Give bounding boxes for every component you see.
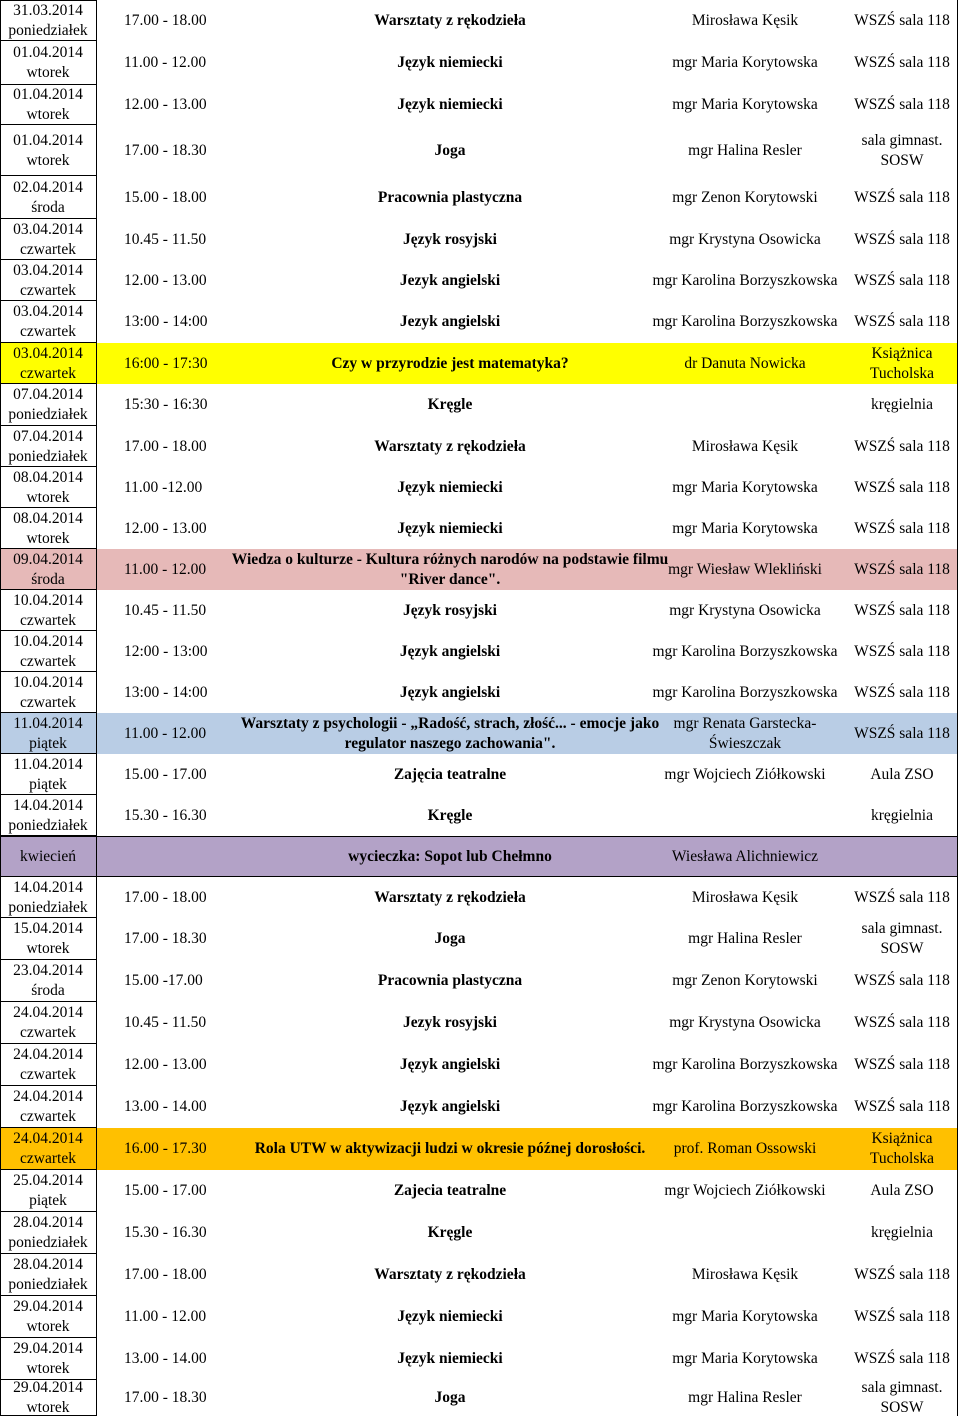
date-text: 11.04.2014 xyxy=(13,755,83,773)
date-cell xyxy=(0,384,96,426)
date-cell xyxy=(0,549,96,590)
table-row xyxy=(0,918,958,960)
weekday-text: poniedziałek xyxy=(8,447,88,465)
time-cell: 17.00 - 18.00 xyxy=(124,11,207,29)
time-cell: 15.00 - 18.00 xyxy=(124,188,207,206)
activity-cell: Język rosyjski xyxy=(402,601,497,619)
place-cell: WSZŚ sala 118 xyxy=(854,478,950,496)
teacher-cell: Mirosława Kęsik xyxy=(691,888,799,906)
activity-cell: Jezyk rosyjski xyxy=(402,1014,497,1031)
date-text: 07.04.2014 xyxy=(13,386,83,403)
date-text: 24.04.2014 xyxy=(13,1046,83,1063)
date-text: 10.04.2014 xyxy=(13,673,83,691)
teacher-cell: dr Danuta Nowicka xyxy=(684,354,806,372)
activity-cell: Język rosyjski xyxy=(402,230,497,248)
activity-cell: Rola UTW w aktywizacji ludzi w okresie późnej dorosłości. xyxy=(254,1140,646,1157)
date-text: 01.04.2014 xyxy=(13,131,83,149)
date-cell xyxy=(0,1002,96,1044)
teacher-cell: mgr Maria Korytowska xyxy=(672,96,818,113)
table-row xyxy=(0,960,958,1002)
place-cell: WSZŚ sala 118 xyxy=(854,437,950,455)
weekday-text: wtorek xyxy=(26,1360,70,1377)
time-cell: 17.00 - 18.00 xyxy=(124,1266,207,1283)
time-cell: 10.45 - 11.50 xyxy=(124,230,207,248)
activity-cell: Język niemiecki xyxy=(397,519,503,537)
place-cell: kręgielnia xyxy=(871,396,933,413)
activity-cell: Pracownia plastyczna xyxy=(377,972,523,989)
time-cell: 17.00 - 18.00 xyxy=(124,437,207,455)
teacher-cell: Wiesława Alichniewicz xyxy=(671,847,819,865)
place-cell: WSZŚ sala 118 xyxy=(854,972,950,989)
date-text: 29.04.2014 xyxy=(13,1340,83,1357)
teacher-cell: Mirosława Kęsik xyxy=(691,1266,799,1283)
activity-cell: Język niemiecki xyxy=(397,1350,503,1367)
table-row xyxy=(0,754,958,795)
weekday-text: wtorek xyxy=(26,940,70,957)
table-row xyxy=(0,260,958,301)
date-cell xyxy=(0,41,96,85)
weekday-text: czwartek xyxy=(20,693,76,711)
trip-row-border xyxy=(0,876,958,877)
place-cell: WSZŚ sala 118 xyxy=(854,601,950,619)
activity-cell: Warsztaty z rękodzieła xyxy=(374,888,526,906)
date-cell xyxy=(0,467,96,508)
date-text: 08.04.2014 xyxy=(13,509,83,527)
place-cell: WSZŚ sala 118 xyxy=(854,188,950,206)
time-cell: 15.30 - 16.30 xyxy=(124,1224,207,1241)
table-row xyxy=(0,176,958,219)
date-cell xyxy=(0,0,96,41)
time-cell: 11.00 - 12.00 xyxy=(124,724,207,742)
place-cell: Książnica Tucholska xyxy=(869,1130,935,1167)
date-cell xyxy=(0,836,96,877)
place-cell: WSZŚ sala 118 xyxy=(854,642,950,660)
teacher-cell: mgr Zenon Korytowski xyxy=(672,188,818,206)
weekday-text: wtorek xyxy=(26,151,70,169)
activity-cell: Język angielski xyxy=(399,642,501,660)
table-row xyxy=(0,301,958,343)
weekday-text: czwartek xyxy=(20,611,76,629)
weekday-text: czwartek xyxy=(20,240,76,258)
time-cell: 13:00 - 14:00 xyxy=(124,683,208,701)
table-row xyxy=(0,0,958,41)
place-cell: sala gimnast. SOSW xyxy=(861,1380,943,1416)
place-cell: WSZŚ sala 118 xyxy=(854,683,950,701)
time-cell: 12:00 - 13:00 xyxy=(124,642,208,660)
table-row xyxy=(0,125,958,176)
date-text: 08.04.2014 xyxy=(13,468,83,486)
date-cell xyxy=(0,301,96,343)
place-cell: kręgielnia xyxy=(871,806,933,824)
date-cell xyxy=(0,508,96,549)
table-row xyxy=(0,41,958,85)
place-cell: WSZŚ sala 118 xyxy=(854,1308,950,1325)
date-text: 01.04.2014 xyxy=(13,86,83,103)
table-row xyxy=(0,1254,958,1296)
date-cell xyxy=(0,260,96,301)
date-cell xyxy=(0,672,96,713)
time-cell: 15.00 - 17.00 xyxy=(124,765,207,783)
time-cell: 16:00 - 17:30 xyxy=(124,354,208,372)
weekday-text: środa xyxy=(31,570,65,588)
place-cell: Książnica Tucholska xyxy=(869,344,935,382)
date-cell xyxy=(0,1338,96,1380)
activity-cell: Zajęcia teatralne xyxy=(393,765,507,783)
table-row xyxy=(0,672,958,713)
time-cell: 13.00 - 14.00 xyxy=(124,1350,207,1367)
table-row xyxy=(0,1128,958,1170)
place-cell: WSZŚ sala 118 xyxy=(854,271,950,289)
teacher-cell: prof. Roman Ossowski xyxy=(673,1140,817,1157)
place-cell: WSZŚ sala 118 xyxy=(854,1056,950,1073)
table-row xyxy=(0,467,958,508)
date-cell xyxy=(0,877,96,918)
place-cell: WSZŚ sala 118 xyxy=(854,230,950,248)
date-text: 31.03.2014 xyxy=(13,1,83,19)
teacher-cell: mgr Karolina Borzyszkowska xyxy=(652,642,838,660)
weekday-text: czwartek xyxy=(20,364,76,382)
table-row xyxy=(0,85,958,125)
date-cell xyxy=(0,125,96,176)
weekday-text: czwartek xyxy=(20,1108,76,1125)
place-cell: sala gimnast. SOSW xyxy=(861,131,943,169)
date-cell xyxy=(0,85,96,125)
teacher-cell: Mirosława Kęsik xyxy=(691,437,799,455)
table-row xyxy=(0,1338,958,1380)
time-cell: 11.00 - 12.00 xyxy=(124,560,207,578)
date-text: 24.04.2014 xyxy=(13,1130,83,1147)
date-cell xyxy=(0,960,96,1002)
weekday-text: wtorek xyxy=(26,529,70,547)
time-cell: 13.00 - 14.00 xyxy=(124,1098,207,1115)
table-row xyxy=(0,1086,958,1128)
activity-cell: Kręgle xyxy=(427,806,473,824)
date-text: 11.04.2014 xyxy=(13,714,83,732)
time-cell: 15:30 - 16:30 xyxy=(124,396,208,413)
table-row xyxy=(0,1170,958,1212)
date-text: 23.04.2014 xyxy=(13,962,83,979)
place-cell: sala gimnast. SOSW xyxy=(861,920,943,957)
date-cell xyxy=(0,176,96,219)
teacher-cell: mgr Zenon Korytowski xyxy=(672,972,818,989)
weekday-text: wtorek xyxy=(26,488,70,506)
table-row xyxy=(0,631,958,672)
date-cell xyxy=(0,343,96,384)
place-cell: WSZŚ sala 118 xyxy=(854,1350,950,1367)
weekday-text: poniedziałek xyxy=(8,1276,88,1293)
date-text: 03.04.2014 xyxy=(13,303,83,320)
teacher-cell: mgr Karolina Borzyszkowska xyxy=(652,313,838,330)
weekday-text: poniedziałek xyxy=(8,1234,88,1251)
date-cell xyxy=(0,918,96,960)
activity-cell: Język angielski xyxy=(399,1098,501,1115)
time-cell: 12.00 - 13.00 xyxy=(124,96,207,113)
time-cell: 15.30 - 16.30 xyxy=(124,806,207,824)
weekday-text: czwartek xyxy=(20,281,76,299)
weekday-text: piątek xyxy=(29,775,67,793)
time-cell: 11.00 -12.00 xyxy=(124,478,203,496)
weekday-text: piątek xyxy=(29,1192,67,1209)
table-row xyxy=(0,343,958,384)
place-cell: WSZŚ sala 118 xyxy=(854,11,950,29)
teacher-cell: mgr Wojciech Ziółkowski xyxy=(664,1182,826,1199)
weekday-text: wtorek xyxy=(26,1399,70,1416)
place-cell: WSZŚ sala 118 xyxy=(854,1098,950,1115)
time-cell: 15.00 -17.00 xyxy=(124,972,203,989)
date-cell xyxy=(0,713,96,754)
time-cell: 10.45 - 11.50 xyxy=(124,1014,207,1031)
table-row xyxy=(0,1380,958,1416)
weekday-text: wtorek xyxy=(26,106,70,123)
table-row xyxy=(0,877,958,918)
activity-cell: Jezyk angielski xyxy=(399,271,501,289)
time-cell: 17.00 - 18.30 xyxy=(124,141,207,159)
date-text: 14.04.2014 xyxy=(13,878,83,896)
time-cell: 12.00 - 13.00 xyxy=(124,1056,207,1073)
table-top-border xyxy=(0,0,96,1)
date-cell xyxy=(0,1212,96,1254)
teacher-cell: mgr Maria Korytowska xyxy=(672,519,818,537)
activity-cell: Warsztaty z rękodzieła xyxy=(374,1266,526,1283)
time-cell: 11.00 - 12.00 xyxy=(124,1308,207,1325)
weekday-text: wtorek xyxy=(26,1318,70,1335)
time-cell: 11.00 - 12.00 xyxy=(124,54,207,71)
activity-cell: Język angielski xyxy=(399,683,501,701)
table-row xyxy=(0,1212,958,1254)
date-cell xyxy=(0,1086,96,1128)
table-row xyxy=(0,590,958,631)
time-cell: 15.00 - 17.00 xyxy=(124,1182,207,1199)
weekday-text: środa xyxy=(31,982,65,999)
place-cell: WSZŚ sala 118 xyxy=(854,96,950,113)
activity-cell: Język angielski xyxy=(399,1056,501,1073)
date-text: 02.04.2014 xyxy=(13,178,83,196)
place-cell: WSZŚ sala 118 xyxy=(854,519,950,537)
activity-cell: Pracownia plastyczna xyxy=(377,188,523,206)
teacher-cell: mgr Krystyna Osowicka xyxy=(669,601,821,619)
date-text: 24.04.2014 xyxy=(13,1004,83,1021)
date-text: 01.04.2014 xyxy=(13,44,83,61)
activity-cell: Joga xyxy=(434,141,466,159)
activity-cell: Warsztaty z psychologii - „Radość, strach, złość... - emocje jako regulator naszego zachowania". xyxy=(240,714,660,752)
time-cell: 13:00 - 14:00 xyxy=(124,313,208,330)
weekday-text: czwartek xyxy=(20,323,76,340)
teacher-cell: mgr Krystyna Osowicka xyxy=(669,230,821,248)
date-text: 03.04.2014 xyxy=(13,261,83,279)
place-cell: WSZŚ sala 118 xyxy=(854,1014,950,1031)
date-text: 28.04.2014 xyxy=(13,1214,83,1231)
activity-cell: Joga xyxy=(434,930,466,947)
date-cell xyxy=(0,1296,96,1338)
teacher-cell: mgr Wojciech Ziółkowski xyxy=(664,765,826,783)
weekday-text: wtorek xyxy=(26,64,70,81)
weekday-text: poniedziałek xyxy=(8,21,88,39)
weekday-text: poniedziałek xyxy=(8,816,88,834)
activity-cell: Joga xyxy=(434,1389,466,1406)
date-cell xyxy=(0,1380,96,1416)
teacher-cell: mgr Maria Korytowska xyxy=(672,1308,818,1325)
place-cell: Aula ZSO xyxy=(870,1182,934,1199)
date-cell xyxy=(0,754,96,795)
date-text: 15.04.2014 xyxy=(13,920,83,937)
date-cell xyxy=(0,590,96,631)
table-row xyxy=(0,1002,958,1044)
teacher-cell: mgr Halina Resler xyxy=(688,1389,802,1406)
time-cell: 10.45 - 11.50 xyxy=(124,601,207,619)
place-cell: Aula ZSO xyxy=(870,765,934,783)
weekday-text: piątek xyxy=(29,734,67,752)
date-text: 28.04.2014 xyxy=(13,1256,83,1273)
time-cell: 17.00 - 18.30 xyxy=(124,930,207,947)
table-row xyxy=(0,549,958,590)
table-row xyxy=(0,1044,958,1086)
trip-row-border xyxy=(0,836,958,837)
date-text: 10.04.2014 xyxy=(13,591,83,609)
teacher-cell: mgr Maria Korytowska xyxy=(672,54,818,71)
time-cell: 17.00 - 18.00 xyxy=(124,888,207,906)
date-cell xyxy=(0,631,96,672)
activity-cell: Warsztaty z rękodzieła xyxy=(374,11,526,29)
column-border xyxy=(957,0,958,1416)
activity-cell: Język niemiecki xyxy=(397,96,503,113)
date-text: 25.04.2014 xyxy=(13,1172,83,1189)
date-text: 09.04.2014 xyxy=(13,550,83,568)
table-row xyxy=(0,836,958,877)
date-text: 07.04.2014 xyxy=(13,427,83,445)
date-cell xyxy=(0,1128,96,1170)
table-row xyxy=(0,1296,958,1338)
activity-cell: Wiedza o kulturze - Kultura różnych narodów na podstawie filmu "River dance". xyxy=(231,550,669,588)
teacher-cell: mgr Karolina Borzyszkowska xyxy=(652,271,838,289)
date-cell xyxy=(0,1254,96,1296)
teacher-cell: mgr Renata Garstecka-Świeszczak xyxy=(673,714,817,752)
place-cell: WSZŚ sala 118 xyxy=(854,54,950,71)
teacher-cell: mgr Karolina Borzyszkowska xyxy=(652,1056,838,1073)
activity-cell: Język niemiecki xyxy=(397,1308,503,1325)
weekday-text: środa xyxy=(31,198,65,216)
time-cell: 12.00 - 13.00 xyxy=(124,271,207,289)
activity-cell: Warsztaty z rękodzieła xyxy=(374,437,526,455)
activity-cell: Zajecia teatralne xyxy=(393,1182,507,1199)
date-cell xyxy=(0,1170,96,1212)
activity-cell: Kręgle xyxy=(427,1224,473,1241)
place-cell: WSZŚ sala 118 xyxy=(854,888,950,906)
date-cell xyxy=(0,795,96,836)
weekday-text: poniedziałek xyxy=(8,406,88,423)
place-cell: WSZŚ sala 118 xyxy=(854,560,950,578)
date-cell xyxy=(0,1044,96,1086)
weekday-text: czwartek xyxy=(20,1150,76,1167)
activity-cell: Jezyk angielski xyxy=(399,313,501,330)
date-text: 24.04.2014 xyxy=(13,1088,83,1105)
weekday-text: czwartek xyxy=(20,1066,76,1083)
date-text: 29.04.2014 xyxy=(13,1298,83,1315)
teacher-cell: Mirosława Kęsik xyxy=(691,11,799,29)
activity-cell: wycieczka: Sopot lub Chełmno xyxy=(348,847,552,865)
teacher-cell: mgr Halina Resler xyxy=(688,141,802,159)
activity-cell: Czy w przyrodzie jest matematyka? xyxy=(331,354,569,372)
table-row xyxy=(0,508,958,549)
activity-cell: Kręgle xyxy=(427,396,473,413)
teacher-cell: mgr Wiesław Wlekliński xyxy=(668,560,822,578)
date-text: 03.04.2014 xyxy=(13,344,83,362)
date-text: 03.04.2014 xyxy=(13,220,83,238)
table-row xyxy=(0,384,958,426)
date-cell xyxy=(0,219,96,260)
weekday-text: czwartek xyxy=(20,1024,76,1041)
column-border xyxy=(0,0,1,1416)
teacher-cell: mgr Maria Korytowska xyxy=(672,1350,818,1367)
table-row xyxy=(0,219,958,260)
place-cell: WSZŚ sala 118 xyxy=(854,1266,950,1283)
teacher-cell: mgr Maria Korytowska xyxy=(672,478,818,496)
teacher-cell: mgr Karolina Borzyszkowska xyxy=(652,1098,838,1115)
date-text: 29.04.2014 xyxy=(13,1380,83,1396)
place-cell: WSZŚ sala 118 xyxy=(854,313,950,330)
time-cell: 12.00 - 13.00 xyxy=(124,519,207,537)
date-text: kwiecień xyxy=(20,847,76,865)
teacher-cell: mgr Halina Resler xyxy=(688,930,802,947)
activity-cell: Język niemiecki xyxy=(397,478,503,496)
place-cell: kręgielnia xyxy=(871,1224,933,1241)
table-row xyxy=(0,713,958,754)
teacher-cell: mgr Krystyna Osowicka xyxy=(669,1014,821,1031)
date-text: 10.04.2014 xyxy=(13,632,83,650)
weekday-text: poniedziałek xyxy=(8,898,88,916)
date-text: 14.04.2014 xyxy=(13,796,83,814)
teacher-cell: mgr Karolina Borzyszkowska xyxy=(652,683,838,701)
time-cell: 16.00 - 17.30 xyxy=(124,1140,207,1157)
date-cell xyxy=(0,426,96,467)
column-border xyxy=(96,0,97,1416)
activity-cell: Język niemiecki xyxy=(397,54,503,71)
weekday-text: czwartek xyxy=(20,652,76,670)
time-cell: 17.00 - 18.30 xyxy=(124,1389,207,1406)
table-row xyxy=(0,426,958,467)
place-cell: WSZŚ sala 118 xyxy=(854,724,950,742)
table-row xyxy=(0,795,958,836)
